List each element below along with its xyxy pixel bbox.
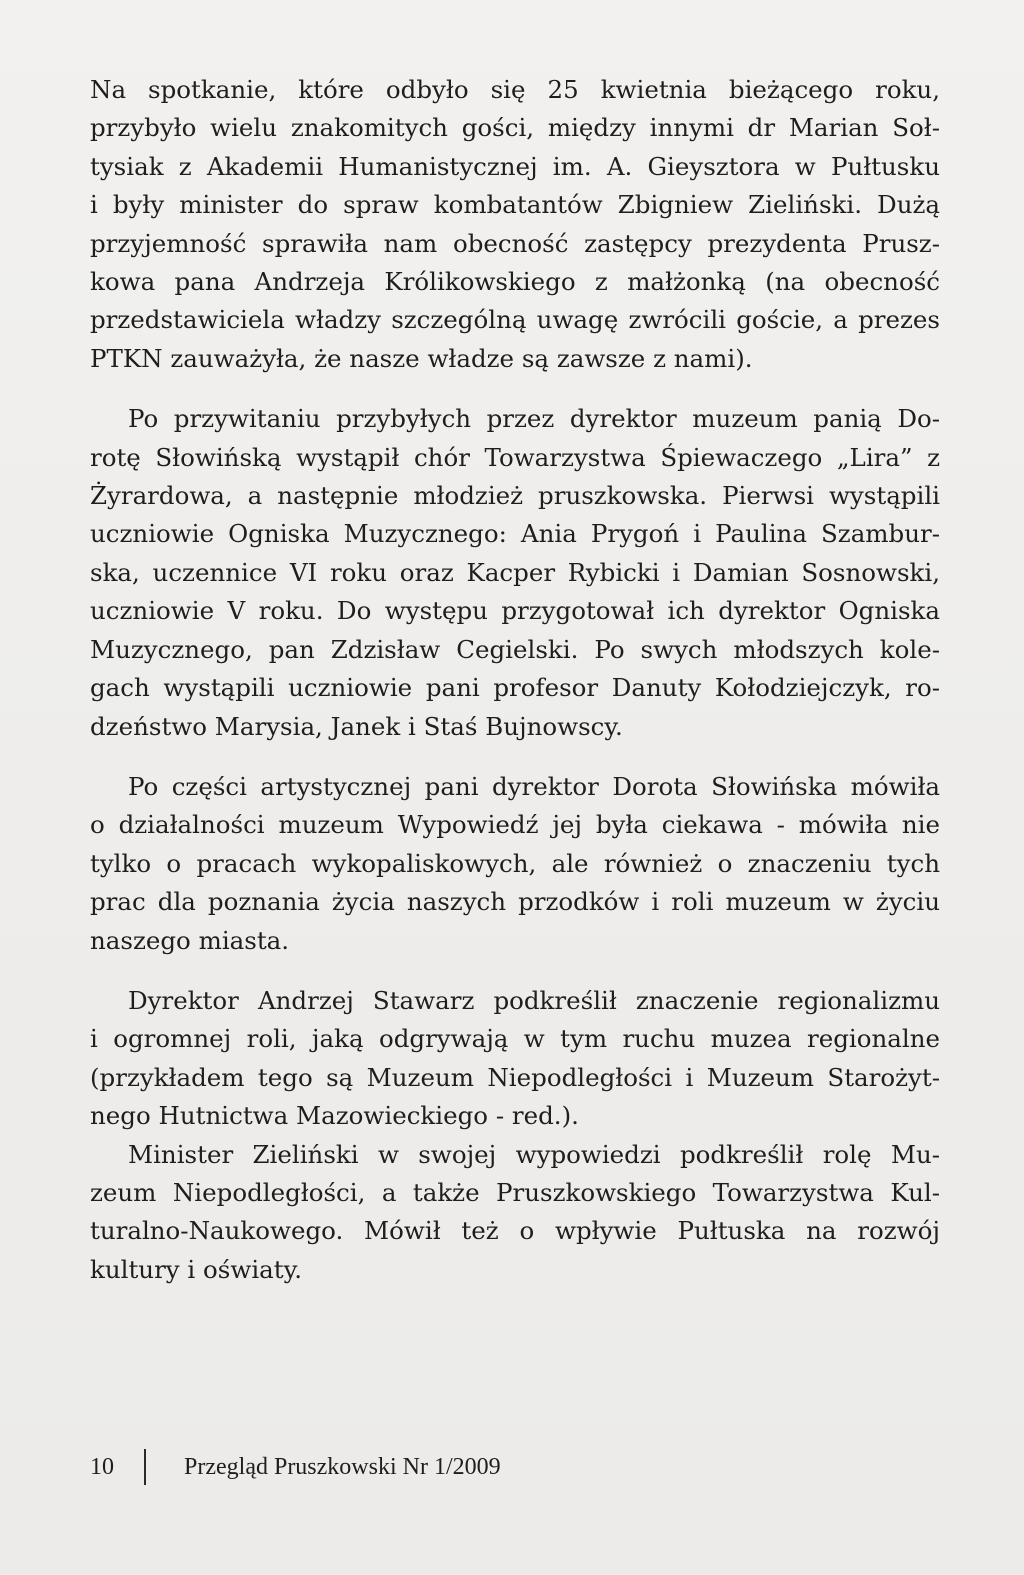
text-line: kultury i oświaty. — [90, 1254, 303, 1284]
text-line: i były minister do spraw kombatantów Zbigniew Zieliński. Dużą — [90, 190, 940, 220]
text-line: Po przywitaniu przybyłych przez dyrektor muzeum panią Do- — [128, 404, 940, 434]
page-number: 10 — [90, 1453, 114, 1480]
text-line: Na spotkanie, które odbyło się 25 kwietnia bieżącego roku, — [90, 75, 940, 104]
footer-divider — [144, 1449, 146, 1485]
paragraph-5 — [90, 1136, 940, 1290]
text-line: o działalności muzeum Wypowiedź jej była ciekawa - mówiła nie — [90, 810, 940, 840]
text-line: Muzycznego, pan Zdzisław Cegielski. Po swych młodszych kole- — [90, 634, 940, 664]
text-line: ska, uczennice VI roku oraz Kacper Rybicki i Damian Sosnowski, — [90, 557, 940, 587]
paragraph-3 — [90, 768, 940, 960]
text-line: naszego miasta. — [90, 925, 290, 955]
text-line: uczniowie Ogniska Muzycznego: Ania Prygoń i Paulina Szambur- — [90, 519, 940, 549]
text-line: turalno-Naukowego. Mówił też o wpływie Pułtuska na rozwój — [90, 1216, 940, 1246]
text-line: dzeństwo Marysia, Janek i Staś Bujnowscy. — [90, 711, 623, 741]
text-line: przybyło wielu znakomitych gości, między innymi dr Marian Soł- — [90, 113, 940, 143]
text-line: kowa pana Andrzeja Królikowskiego z małżonką (na obecność — [90, 267, 940, 297]
paragraph-4 — [90, 982, 940, 1136]
text-line: tylko o pracach wykopaliskowych, ale również o znaczeniu tych — [90, 848, 940, 878]
text-line: Dyrektor Andrzej Stawarz podkreślił znaczenie regionalizmu — [128, 985, 940, 1015]
article-body — [90, 71, 940, 1289]
text-line: zeum Niepodległości, a także Pruszkowskiego Towarzystwa Kul- — [90, 1177, 940, 1207]
paragraph-1 — [90, 71, 940, 378]
paragraph-2 — [90, 400, 940, 746]
text-line: rotę Słowińską wystąpił chór Towarzystwa Śpiewaczego „Lira” z — [90, 442, 940, 472]
page-footer — [90, 1447, 501, 1487]
text-line: Żyrardowa, a następnie młodzież pruszkowska. Pierwsi wystąpili — [90, 481, 940, 511]
text-line: nego Hutnictwa Mazowieckiego - red.). — [90, 1101, 579, 1131]
text-line: i ogromnej roli, jaką odgrywają w tym ruchu muzea regionalne — [90, 1024, 940, 1054]
text-line: uczniowie V roku. Do występu przygotował ich dyrektor Ogniska — [90, 596, 940, 626]
text-line: PTKN zauważyła, że nasze władze są zawsze z nami). — [90, 343, 753, 373]
text-line: Po części artystycznej pani dyrektor Dorota Słowińska mówiła — [128, 771, 940, 801]
publication-title: Przegląd Pruszkowski Nr 1/2009 — [184, 1453, 501, 1480]
text-line: tysiak z Akademii Humanistycznej im. A. Gieysztora w Pułtusku — [90, 151, 940, 181]
text-line: przyjemność sprawiła nam obecność zastępcy prezydenta Prusz- — [90, 228, 940, 258]
text-line: prac dla poznania życia naszych przodków i roli muzeum w życiu — [90, 887, 940, 917]
text-line: Minister Zieliński w swojej wypowiedzi podkreślił rolę Mu- — [128, 1139, 940, 1169]
text-line: przedstawiciela władzy szczególną uwagę zwrócili goście, a prezes — [90, 305, 940, 335]
text-line: gach wystąpili uczniowie pani profesor Danuty Kołodziejczyk, ro- — [90, 673, 940, 703]
text-line: (przykładem tego są Muzeum Niepodległości i Muzeum Starożyt- — [90, 1062, 940, 1092]
